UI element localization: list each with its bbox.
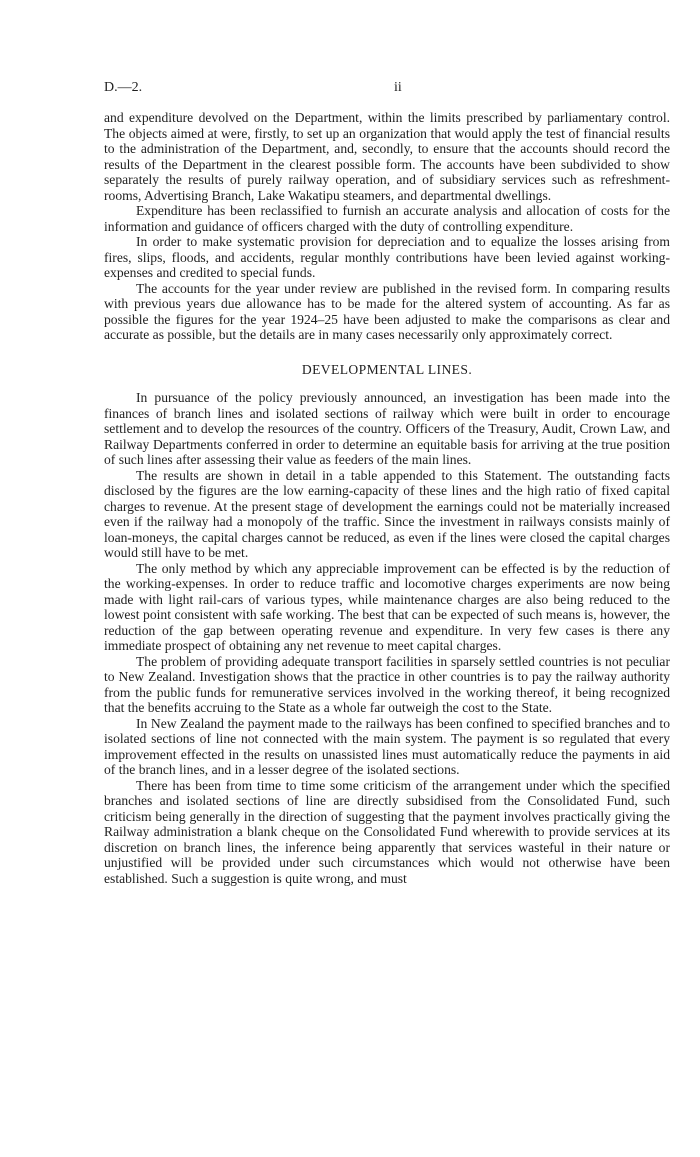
paragraph: The only method by which any appreciable improvement can be effected is by the reduction of the working-expenses. In order to reduce traffic and locomotive charges experiments are now being made with light rail-cars of various types, while maintenance charges are also being reduced to the lowest point consistent with safe working. The best that can be expected of such means is, however, the reduction of the gap between operating revenue and expenditure. In very few cases is there any immediate prospect of obtaining any net revenue to meet capital charges.	[104, 560, 670, 653]
paragraph: There has been from time to time some criticism of the arrangement under which the specified branches and isolated sections of line are directly subsidised from the Consolidated Fund, such criticism being generally in the direction of suggesting that the payment involves practically giving the Railway administration a blank cheque on the Consolidated Fund wherewith to provide services at its discretion on branch lines, the inference being apparently that services wasteful in their nature or unjustified will be provided under such circumstances which would not otherwise have been established. Such a suggestion is quite wrong, and must	[104, 777, 670, 886]
paragraph: In pursuance of the policy previously announced, an investigation has been made into the finances of branch lines and isolated sections of railway which were built in order to encourage settlement and to develop the resources of the country. Officers of the Treasury, Audit, Crown Law, and Railway Departments conferred in order to determine an equitable basis for arriving at the true position of such lines after assessing their value as feeders of the main lines.	[104, 390, 670, 467]
paragraph: In order to make systematic provision for depreciation and to equalize the losses arising from fires, slips, floods, and accidents, regular monthly contributions have been levied against working-expenses and credited to special funds.	[104, 234, 670, 280]
section-heading: DEVELOPMENTAL LINES.	[301, 361, 473, 377]
paragraph: Expenditure has been reclassified to furnish an accurate analysis and allocation of costs for the information and guidance of officers charged with the duty of controlling expenditure.	[104, 203, 670, 234]
paragraph-continuation: and expenditure devolved on the Department, within the limits prescribed by parliamentary control. The objects aimed at were, firstly, to set up an organization that would apply the test of financial results to the administration of the Department, and, secondly, to ensure that the accounts should record the results of the Department in the clearest possible form. The accounts have been subdivided to show separately the results of purely railway operation, and of subsidiary services such as refreshment-rooms, Advertising Branch, Lake Wakatipu steamers, and departmental dwellings.	[104, 110, 670, 203]
paragraph: The problem of providing adequate transport facilities in sparsely settled countries is not peculiar to New Zealand. Investigation shows that the practice in other countries is to pay the railway authority from the public funds for remunerative services involved in the working thereof, it being recognized that the benefits accruing to the State as a whole far outweigh the cost to the State.	[104, 653, 670, 715]
page-body	[104, 110, 670, 886]
page-number: ii	[394, 80, 402, 95]
paragraph: In New Zealand the payment made to the railways has been confined to specified branches and to isolated sections of line not connected with the main system. The payment is so regulated that every improvement effected in the results on unassisted lines must automatically reduce the payments in aid of the branch lines, and in a lesser degree of the isolated sections.	[104, 715, 670, 777]
paragraph: The results are shown in detail in a table appended to this Statement. The outstanding facts disclosed by the figures are the low earning-capacity of these lines and the high ratio of fixed capital charges to revenue. At the present stage of development the earnings could not be materially increased even if the railway had a monopoly of the traffic. Since the investment in railways consists mainly of loan-moneys, the capital charges cannot be reduced, as even if the lines were closed the capital charges would still have to be met.	[104, 467, 670, 560]
document-reference: D.—2.	[104, 80, 143, 95]
paragraph: The accounts for the year under review are published in the revised form. In comparing results with previous years due allowance has to be made for the altered system of accounting. As far as possible the figures for the year 1924–25 have been adjusted to make the comparisons as clear and accurate as possible, but the details are in many cases necessarily only approximately correct.	[104, 280, 670, 342]
